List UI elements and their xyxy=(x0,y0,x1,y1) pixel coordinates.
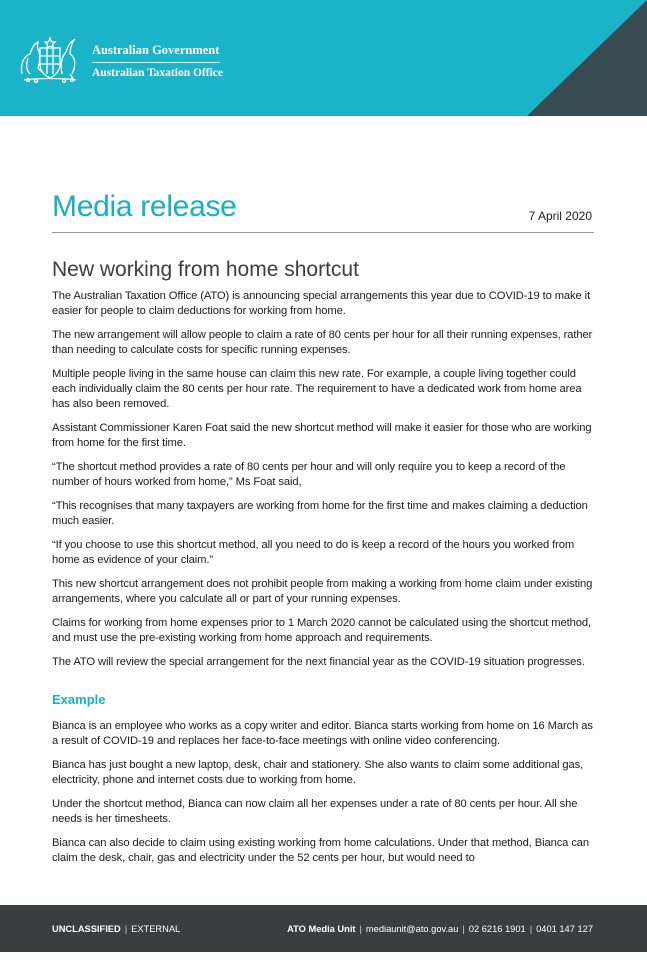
media-phone[interactable]: 02 6216 1901 xyxy=(468,924,526,934)
article-body xyxy=(52,258,600,875)
external-label: EXTERNAL xyxy=(131,924,181,934)
agency-divider xyxy=(92,62,220,63)
footer-separator: | xyxy=(124,924,128,934)
footer-separator: | xyxy=(529,924,533,934)
body-paragraph: The ATO will review the special arrangement for the next financial year as the COVID-19 situation progresses. xyxy=(52,656,585,668)
release-date: 7 April 2020 xyxy=(528,209,592,223)
example-paragraph: Bianca has just bought a new laptop, desk, chair and stationery. She also wants to claim some additional gas, electricity, phone and internet costs due to working from home. xyxy=(52,759,584,786)
body-paragraph: The Australian Taxation Office (ATO) is announcing special arrangements this year due to COVID-19 to make it easier for people to claim deductions for working from home. xyxy=(52,290,591,317)
classification-label: UNCLASSIFIED xyxy=(52,924,121,934)
agency-name xyxy=(92,44,223,79)
body-paragraph: This new shortcut arrangement does not prohibit people from making a working from home claim under existing arrangements, where you calculate all or part of your running expenses. xyxy=(52,578,593,605)
example-heading: Example xyxy=(52,692,106,707)
footer-bar xyxy=(0,905,647,952)
body-paragraph: “If you choose to use this shortcut method, all you need to do is keep a record of the hours you worked from home as evidence of your claim.” xyxy=(52,539,575,566)
government-name: Australian Government xyxy=(92,43,220,57)
example-paragraph: Under the shortcut method, Bianca can now claim all her expenses under a rate of 80 cents per hour. All she needs is her timesheets. xyxy=(52,798,578,825)
office-name: Australian Taxation Office xyxy=(92,66,223,79)
media-unit-label: ATO Media Unit xyxy=(287,924,356,934)
footer-separator: | xyxy=(462,924,465,934)
article-headline: New working from home shortcut xyxy=(52,258,359,281)
body-paragraph: “This recognises that many taxpayers are working from home for the first time and makes claiming a deduction much easier. xyxy=(52,500,588,527)
media-mobile[interactable]: 0401 147 127 xyxy=(536,924,593,934)
example-paragraph: Bianca is an employee who works as a copy writer and editor. Bianca starts working from home on 16 March as a result of COVID-19 and replaces her face-to-face meetings with online video conferencing. xyxy=(52,720,593,747)
body-paragraph: Claims for working from home expenses prior to 1 March 2020 cannot be calculated using the shortcut method, and must use the pre-existing working from home approach and requirements. xyxy=(52,617,592,644)
body-paragraph: Multiple people living in the same house can claim this new rate. For example, a couple living together could each individually claim the 80 cents per hour rate. The requirement to have a dedicated work from home area has also been removed. xyxy=(52,368,582,410)
page-title: Media release xyxy=(52,190,237,223)
title-row xyxy=(52,186,594,233)
footer-separator: | xyxy=(359,924,362,934)
coat-of-arms-logo xyxy=(14,34,86,86)
media-email[interactable]: mediaunit@ato.gov.au xyxy=(365,924,459,934)
body-paragraph: “The shortcut method provides a rate of 80 cents per hour and will only require you to keep a record of the number of hours worked from home,” Ms Foat said, xyxy=(52,461,566,488)
example-paragraph: Bianca can also decide to claim using existing working from home calculations. Under that method, Bianca can claim the desk, chair, gas and electricity under the 52 cents per hour, but would need to xyxy=(52,837,590,864)
header-corner-triangle xyxy=(527,0,647,116)
body-paragraph: The new arrangement will allow people to claim a rate of 80 cents per hour for all their running expenses, rather than needing to calculate costs for specific running expenses. xyxy=(52,329,593,356)
body-paragraph: Assistant Commissioner Karen Foat said the new shortcut method will make it easier for those who are working from home for the first time. xyxy=(52,422,592,449)
footer-contact xyxy=(287,924,593,934)
footer-classification xyxy=(52,924,180,934)
header-banner xyxy=(0,0,647,116)
